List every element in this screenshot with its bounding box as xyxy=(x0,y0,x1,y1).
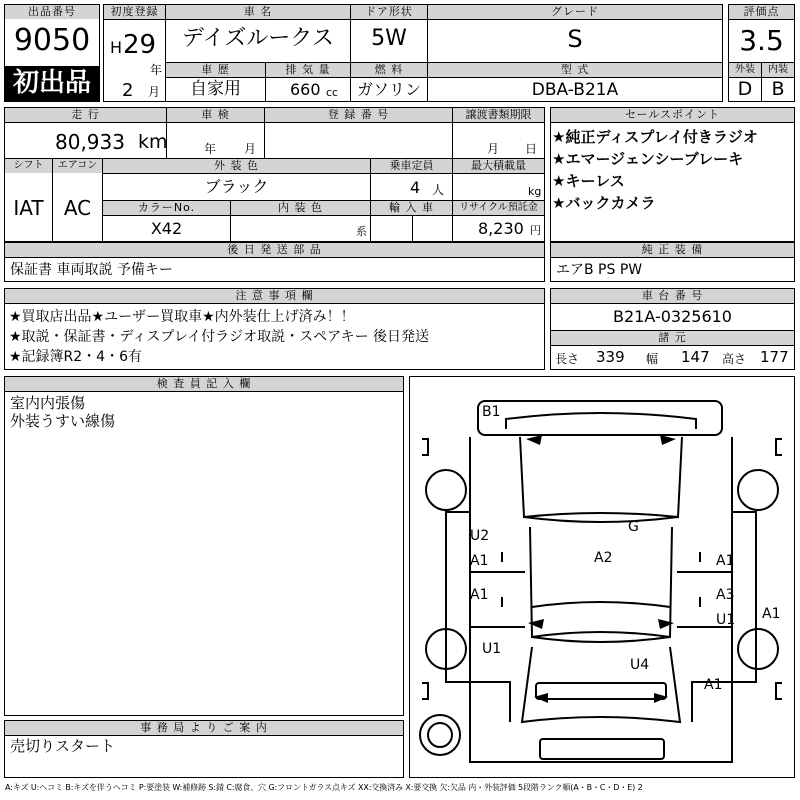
history-header: 車 歴 xyxy=(166,63,265,77)
mark-a1-right-front: A1 xyxy=(716,553,735,569)
mark-b1: B1 xyxy=(482,404,501,420)
transfer-header: 譲渡書類期限 xyxy=(453,108,544,122)
legend: A:キズ U:ヘコミ B:キズを伴うヘコミ P:要塗装 W:補修跡 S:錆 C:腐食、穴 G:フロントガラス点キズ XX:交換済み X:要交換 欠:欠品 内・外装評価 5段階ランク順(A・B・C・D・E) 2 xyxy=(5,783,643,792)
mark-a1-left-rear: A1 xyxy=(470,587,489,603)
later-parts-value: 保証書 車両取説 予備キー xyxy=(10,262,173,278)
chassis-header: 車 台 番 号 xyxy=(551,289,794,303)
width-label: 幅 xyxy=(646,352,659,366)
length-label: 長さ xyxy=(555,352,580,366)
score-value: 3.5 xyxy=(739,24,784,57)
mark-a3: A3 xyxy=(716,587,735,603)
exterior-color-value: ブラック xyxy=(204,177,269,196)
door-header: ドア形状 xyxy=(351,5,427,19)
interior-grade: B xyxy=(771,78,785,100)
inspector-header: 検 査 員 記 入 欄 xyxy=(5,377,403,391)
notes-line-3: ★記録簿R2・4・6有 xyxy=(9,349,142,365)
transfer-month-unit: 月 xyxy=(487,142,500,156)
mark-a1-left-front: A1 xyxy=(470,553,489,569)
model-header: 型 式 xyxy=(428,63,722,77)
inspection-year-unit: 年 xyxy=(204,142,217,156)
mark-u1-right: U1 xyxy=(716,612,736,628)
first-listing-badge xyxy=(5,66,99,101)
recycle-value: 8,230 xyxy=(478,219,524,238)
car-diagram-box xyxy=(409,376,795,778)
capacity-value: 4 xyxy=(410,178,421,197)
chassis-value: B21A-0325610 xyxy=(613,307,732,326)
transfer-day-unit: 日 xyxy=(525,142,538,156)
genuine-header: 純 正 装 備 xyxy=(551,243,794,257)
exterior-grade-header: 外装 xyxy=(729,63,761,77)
shift-value: IAT xyxy=(13,196,44,220)
color-no-header: カラーNo. xyxy=(103,201,230,215)
displacement-unit: cc xyxy=(326,86,339,99)
interior-color-header: 内 装 色 xyxy=(231,201,370,215)
inspector-line-2: 外装うすい線傷 xyxy=(10,412,116,430)
height-label: 高さ xyxy=(722,352,747,366)
sales-point-3: ★キーレス xyxy=(552,172,625,190)
model-value: DBA-B21A xyxy=(531,80,619,100)
inspector-line-1: 室内内張傷 xyxy=(10,394,86,412)
displacement-value: 660 xyxy=(290,80,321,99)
fuel-value: ガソリン xyxy=(356,80,421,99)
grade-value: S xyxy=(567,25,583,53)
mark-u1-left: U1 xyxy=(482,641,502,657)
later-parts-header: 後 日 発 送 部 品 xyxy=(5,243,544,257)
interior-color-unit: 系 xyxy=(356,225,367,238)
exterior-grade: D xyxy=(737,78,753,100)
car-diagram xyxy=(410,377,794,777)
notes-line-2: ★取説・保証書・ディスプレイ付ラジオ取説・スペアキー 後日発送 xyxy=(9,329,430,345)
door-type: 5W xyxy=(371,26,407,51)
interior-grade-header: 内装 xyxy=(762,63,794,77)
sales-point-2: ★エマージェンシーブレーキ xyxy=(552,150,744,168)
mileage-header: 走 行 xyxy=(5,108,166,122)
notes-line-1: ★買取店出品★ユーザー買取車★内外装仕上げ済み！！ xyxy=(9,309,355,325)
import-header: 輸 入 車 xyxy=(371,201,452,215)
first-reg-month-unit: 月 xyxy=(148,85,161,99)
recycle-header: リサイクル預託金 xyxy=(453,201,544,215)
width-value: 147 xyxy=(681,348,710,366)
aircon-header: エアコン xyxy=(53,159,102,173)
details-box xyxy=(4,107,545,242)
first-reg-year-unit: 年 xyxy=(150,63,163,77)
capacity-unit: 人 xyxy=(432,183,445,197)
era: H xyxy=(110,38,123,57)
first-reg-month: 2 xyxy=(122,80,134,101)
mark-a2: A2 xyxy=(594,550,613,566)
first-reg-year: 29 xyxy=(123,30,157,60)
shift-header: シフト xyxy=(5,159,52,173)
grade-header: グレード xyxy=(428,5,722,19)
displacement-header: 排 気 量 xyxy=(266,63,350,77)
first-listing-text: 初出品 xyxy=(12,68,91,98)
score-header: 評価点 xyxy=(729,5,794,19)
inspection-header: 車 検 xyxy=(167,108,264,122)
sales-point-4: ★バックカメラ xyxy=(552,194,656,212)
car-name: デイズルークス xyxy=(181,26,335,51)
mark-a1-rear: A1 xyxy=(704,677,723,693)
max-load-unit: kg xyxy=(528,185,542,198)
inspection-month-unit: 月 xyxy=(244,142,257,156)
sales-point-1: ★純正ディスプレイ付きラジオ xyxy=(552,128,758,146)
lot-number: 9050 xyxy=(13,23,91,58)
car-name-header: 車 名 xyxy=(166,5,350,19)
recycle-unit: 円 xyxy=(530,224,541,237)
height-value: 177 xyxy=(760,348,789,366)
aircon-value: AC xyxy=(63,196,92,220)
registration-header: 登 録 番 号 xyxy=(265,108,452,122)
notes-header: 注 意 事 項 欄 xyxy=(5,289,544,303)
fuel-header: 燃 料 xyxy=(351,63,427,77)
office-header: 事 務 局 よ り ご 案 内 xyxy=(5,721,403,735)
office-value: 売切りスタート xyxy=(10,737,116,755)
max-load-header: 最大積載量 xyxy=(453,159,544,173)
specs-header: 諸 元 xyxy=(551,331,794,345)
mark-u4: U4 xyxy=(630,657,650,673)
mark-u2: U2 xyxy=(470,528,490,544)
mark-g: G xyxy=(628,519,639,535)
genuine-value: エアB PS PW xyxy=(556,262,643,278)
color-no-value: X42 xyxy=(150,219,183,238)
history-value: 自家用 xyxy=(190,79,241,99)
lot-header: 出品番号 xyxy=(5,5,99,19)
sales-points-header: セールスポイント xyxy=(551,108,794,122)
mark-a1-right-side: A1 xyxy=(762,606,781,622)
mileage-unit: km xyxy=(138,131,168,153)
first-reg-header: 初度登録 xyxy=(104,5,165,19)
exterior-color-header: 外 装 色 xyxy=(103,159,370,173)
capacity-header: 乗車定員 xyxy=(371,159,452,173)
length-value: 339 xyxy=(596,348,625,366)
mileage-value: 80,933 xyxy=(55,130,125,154)
